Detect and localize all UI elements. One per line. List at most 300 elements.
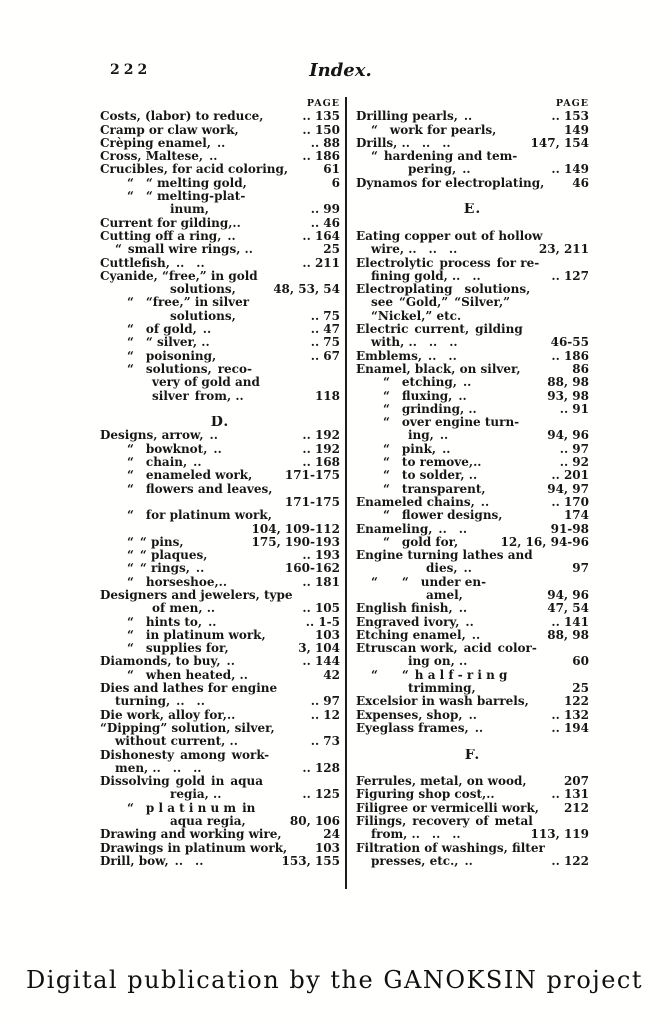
index-entry-page: 113, 119 <box>530 828 589 842</box>
index-entry <box>356 350 589 363</box>
index-entry <box>100 376 340 389</box>
index-entry-text: “ work for pearls, <box>371 123 497 137</box>
index-entry-text: see “Gold,” “Silver,” <box>371 296 511 310</box>
index-entry <box>100 589 340 602</box>
index-entry-text: “ “ silver, .. <box>127 336 210 350</box>
index-entry-text: Filtration of washings, filter <box>356 841 545 855</box>
index-entry-text: “ to remove,.. <box>383 456 482 470</box>
index-entry-text: “ chain, .. <box>127 456 202 470</box>
index-entry <box>100 150 340 163</box>
index-entry-text: Drills, .. .. .. <box>356 136 451 150</box>
index-entry <box>356 669 589 682</box>
index-entry <box>356 296 589 309</box>
index-entry <box>100 257 340 270</box>
index-entry-text: presses, etc., .. <box>371 854 473 868</box>
index-entry-text: “ supplies for, <box>127 642 229 656</box>
index-entry-text: “ transparent, <box>383 482 486 496</box>
index-entry-page: 147, 154 <box>530 136 589 150</box>
index-entry-page: .. 168 <box>302 456 340 470</box>
index-entry-text: Eyeglass frames, .. <box>356 721 484 735</box>
index-entry <box>356 137 589 150</box>
index-entry <box>356 456 589 469</box>
index-entry <box>100 177 340 190</box>
footer-text: Digital publication by the GANOKSIN project <box>25 966 643 994</box>
index-entry <box>100 336 340 349</box>
index-entry-text: ing, .. <box>408 429 449 443</box>
index-entry <box>356 815 589 828</box>
index-entry <box>356 788 589 801</box>
index-entry-text: English finish, .. <box>356 602 468 616</box>
index-entry <box>356 562 589 575</box>
index-entry-page: 118 <box>314 389 340 403</box>
index-entry <box>100 390 340 403</box>
index-entry <box>356 576 589 589</box>
index-entry <box>356 722 589 735</box>
index-entry-text: Enameled chains, .. <box>356 495 490 509</box>
blank-line <box>100 403 340 416</box>
index-entry-text: fining gold, .. .. <box>371 269 481 283</box>
index-entry <box>100 443 340 456</box>
index-entry <box>100 749 340 762</box>
index-entry-page: .. 194 <box>551 721 589 735</box>
index-entry <box>100 163 340 176</box>
index-entry <box>100 629 340 642</box>
index-entry-text: Crucibles, for acid coloring, <box>100 163 289 177</box>
index-entry <box>356 629 589 642</box>
index-entry-page: 160-162 <box>284 562 340 576</box>
index-entry-page: 46 <box>572 176 589 190</box>
index-entry-text: “ etching, .. <box>383 376 472 390</box>
page-title: Index. <box>309 60 372 81</box>
index-entry-page: 175, 190-193 <box>251 535 340 549</box>
index-entry-page: .. 1-5 <box>305 615 340 629</box>
index-entry-text: wire, .. .. .. <box>371 243 458 257</box>
index-entry-page: 153, 155 <box>281 854 340 868</box>
index-entry-page: .. 105 <box>302 602 340 616</box>
index-entry <box>100 137 340 150</box>
index-entry <box>356 469 589 482</box>
index-entry-text: Cuttlefish, .. .. <box>100 256 205 270</box>
index-entry-text: Drawings in platinum work, <box>100 841 288 855</box>
index-entry-page: .. 193 <box>302 549 340 563</box>
index-entry <box>100 709 340 722</box>
index-entry-text: “ bowknot, .. <box>127 442 222 456</box>
index-entry-text: Etching enamel, .. <box>356 628 481 642</box>
index-entry <box>356 416 589 429</box>
index-entry-text: turning, .. .. <box>115 695 205 709</box>
index-entry-page: 171-175 <box>284 469 340 483</box>
index-entry <box>100 802 340 815</box>
index-entry-text: “ enameled work, <box>127 469 253 483</box>
index-entry-text: Cyanide, “free,” in gold <box>100 269 258 283</box>
index-entry-text: Emblems, .. .. <box>356 349 457 363</box>
index-entry <box>100 815 340 828</box>
index-entry <box>100 682 340 695</box>
index-entry <box>100 310 340 323</box>
index-entry <box>356 855 589 868</box>
index-entry <box>100 296 340 309</box>
index-entry-page: 3, 104 <box>298 642 340 656</box>
index-entry <box>100 110 340 123</box>
index-entry-text: “ to solder, .. <box>383 469 478 483</box>
index-entry <box>356 523 589 536</box>
index-entry <box>100 616 340 629</box>
index-entry <box>100 429 340 442</box>
index-entry-text: Expenses, shop, .. <box>356 708 477 722</box>
index-entry <box>356 323 589 336</box>
index-entry <box>100 124 340 137</box>
index-entry-text: pering, .. <box>408 163 471 177</box>
index-entry <box>100 323 340 336</box>
index-entry <box>100 842 340 855</box>
index-entry <box>100 509 340 522</box>
index-entry <box>356 695 589 708</box>
index-entry <box>100 655 340 668</box>
index-entry-text: “ flower designs, <box>383 509 503 523</box>
index-entry-text: “ “free,” in silver <box>127 296 250 310</box>
index-left-column <box>100 97 340 889</box>
index-entry-text: “ over engine turn- <box>383 416 520 430</box>
index-entry-page: .. 135 <box>302 110 340 124</box>
blank-line <box>356 217 589 230</box>
index-entry-page: .. 97 <box>310 695 340 709</box>
index-entry-text: solutions, <box>170 309 236 323</box>
index-entry-page: 97 <box>572 562 589 576</box>
index-entry-text: men, .. .. .. <box>115 761 202 775</box>
index-entry-text: Filigree or vermicelli work, <box>356 801 539 815</box>
index-entry-text: of men, .. <box>152 602 216 616</box>
index-entry-text: Electric current, gilding <box>356 323 523 337</box>
index-entry-text: Electrolytic process for re- <box>356 256 540 270</box>
index-entry-page: 6 <box>331 176 340 190</box>
index-entry-text: without current, .. <box>115 735 238 749</box>
index-entry-text: Cramp or claw work, <box>100 123 239 137</box>
index-entry-text: dies, .. <box>426 562 472 576</box>
index-entry <box>356 257 589 270</box>
index-entry-text: “ solutions, reco- <box>127 362 252 376</box>
index-entry <box>356 124 589 137</box>
index-entry-page: 207 <box>563 775 589 789</box>
index-entry-text: Dies and lathes for engine <box>100 682 278 696</box>
index-entry-page: 86 <box>572 362 589 376</box>
index-entry-text: from, .. .. .. <box>371 828 461 842</box>
index-entry-page: .. 127 <box>551 269 589 283</box>
index-entry-page: 88, 98 <box>547 628 589 642</box>
index-entry-text: Dishonesty among work- <box>100 748 270 762</box>
index-entry-page: .. 186 <box>551 349 589 363</box>
index-entry <box>356 243 589 256</box>
index-entry-text: “ small wire rings, .. <box>115 243 253 257</box>
index-entry-text: “ in platinum work, <box>127 628 266 642</box>
index-entry-page: .. 201 <box>551 469 589 483</box>
index-entry <box>356 429 589 442</box>
index-entry <box>100 602 340 615</box>
index-entry <box>356 682 589 695</box>
index-entry-page: .. 170 <box>551 495 589 509</box>
index-entry-page: .. 181 <box>302 575 340 589</box>
index-entry-text: “Dipping” solution, silver, <box>100 721 275 735</box>
index-entry-text: “ “ pins, <box>127 535 184 549</box>
index-entry <box>100 788 340 801</box>
index-entry-page: 93, 98 <box>547 389 589 403</box>
index-entry <box>356 483 589 496</box>
index-entry-text: “ for platinum work, <box>127 509 272 523</box>
index-entry-page: 94, 96 <box>547 588 589 602</box>
index-entry-page: 23, 211 <box>538 243 589 257</box>
index-entry-text: silver from, .. <box>152 389 244 403</box>
index-entry-text: “ fluxing, .. <box>383 389 467 403</box>
index-entry-text: “ flowers and leaves, <box>127 482 273 496</box>
index-entry-page: 94, 97 <box>547 482 589 496</box>
index-entry-text: trimming, <box>408 682 476 696</box>
index-entry-text: Figuring shop cost,.. <box>356 788 495 802</box>
index-entry-page: 94, 96 <box>547 429 589 443</box>
index-entry-page: 46-55 <box>550 336 589 350</box>
index-entry-page: .. 125 <box>302 788 340 802</box>
index-entry-text: Engine turning lathes and <box>356 549 533 563</box>
index-entry-text: Current for gilding,.. <box>100 216 241 230</box>
index-entry-page: .. 128 <box>302 761 340 775</box>
index-entry-text: “ p l a t i n u m in <box>127 801 256 815</box>
index-entry <box>100 536 340 549</box>
index-entry-page: 88, 98 <box>547 376 589 390</box>
index-entry <box>100 855 340 868</box>
index-entry-text: “ horseshoe,.. <box>127 575 227 589</box>
index-entry <box>100 456 340 469</box>
index-entry <box>100 695 340 708</box>
index-entry-text: Engraved ivory, .. <box>356 615 474 629</box>
index-entry-text: Filings, recovery of metal <box>356 815 533 829</box>
index-entry <box>356 828 589 841</box>
index-entry-text: Designers and jewelers, type <box>100 588 293 602</box>
index-entry-text: Die work, alloy for,.. <box>100 708 236 722</box>
index-entry-page: .. 92 <box>559 456 589 470</box>
index-entry-page: .. 122 <box>551 854 589 868</box>
index-entry-text: Drawing and working wire, <box>100 828 282 842</box>
index-entry-page: 12, 16, 94-96 <box>500 535 589 549</box>
index-entry-text: “ “ melting gold, <box>127 176 247 190</box>
index-entry <box>100 762 340 775</box>
index-entry-page: .. 153 <box>551 110 589 124</box>
index-entry <box>356 642 589 655</box>
index-entry-text: Ferrules, metal, on wood, <box>356 775 527 789</box>
index-entry <box>100 669 340 682</box>
index-entry-page: .. 47 <box>310 323 340 337</box>
index-entry-page: 47, 54 <box>547 602 589 616</box>
index-entry-continuation: 171-175 <box>284 495 340 509</box>
index-entry-page: 149 <box>563 123 589 137</box>
index-entry <box>356 310 589 323</box>
index-entry <box>356 775 589 788</box>
index-entry-page: .. 12 <box>310 708 340 722</box>
index-entry-page: 80, 106 <box>289 815 340 829</box>
index-entry-text: “Nickel,” etc. <box>371 309 462 323</box>
index-entry-text: aqua regia, <box>170 815 246 829</box>
index-entry <box>100 722 340 735</box>
index-entry <box>356 443 589 456</box>
index-entry <box>100 576 340 589</box>
index-columns <box>100 97 590 889</box>
index-entry <box>356 536 589 549</box>
index-entry-text: Excelsior in wash barrels, <box>356 695 529 709</box>
index-entry <box>100 270 340 283</box>
index-entry-text: “ of gold, .. <box>127 323 212 337</box>
index-entry-text: “ “ plaques, <box>127 549 208 563</box>
index-entry-continuation: 104, 109-112 <box>251 522 340 536</box>
index-entry <box>356 616 589 629</box>
index-entry <box>356 403 589 416</box>
index-entry-page: 103 <box>314 628 340 642</box>
index-entry-page: .. 73 <box>310 735 340 749</box>
index-entry-page: 103 <box>314 841 340 855</box>
index-entry <box>356 283 589 296</box>
index-entry-text: “ “ rings, .. <box>127 562 205 576</box>
index-entry <box>100 230 340 243</box>
index-entry-page: .. 91 <box>559 402 589 416</box>
index-entry-page: .. 99 <box>310 203 340 217</box>
index-entry-text: Designs, arrow, .. <box>100 429 218 443</box>
index-entry-text: Cutting off a ring, .. <box>100 229 236 243</box>
blank-line <box>356 190 589 203</box>
index-entry-page: 61 <box>323 163 340 177</box>
index-entry <box>356 802 589 815</box>
index-entry-text: with, .. .. .. <box>371 336 458 350</box>
index-entry-page: .. 141 <box>551 615 589 629</box>
index-entry-text: “ poisoning, <box>127 349 217 363</box>
index-entry-page: .. 186 <box>302 150 340 164</box>
page-column-label: PAGE <box>306 98 340 109</box>
blank-line <box>356 735 589 748</box>
index-entry <box>100 828 340 841</box>
index-entry-text: Etruscan work, acid color- <box>356 642 537 656</box>
index-entry-text: “ pink, .. <box>383 442 451 456</box>
index-entry-page: 25 <box>323 243 340 257</box>
index-entry <box>100 217 340 230</box>
index-entry-text: Dynamos for electroplating, <box>356 176 545 190</box>
index-entry-page: .. 75 <box>310 309 340 323</box>
section-heading: E. <box>463 203 482 217</box>
index-entry <box>356 363 589 376</box>
index-entry-page: .. 131 <box>551 788 589 802</box>
index-entry <box>100 363 340 376</box>
index-entry <box>100 735 340 748</box>
index-entry <box>100 469 340 482</box>
index-entry-text: ing on, .. <box>408 655 468 669</box>
index-entry <box>100 350 340 363</box>
index-entry <box>356 842 589 855</box>
index-entry-text: “ gold for, <box>383 535 459 549</box>
index-entry-page: 174 <box>563 509 589 523</box>
index-entry-page: 42 <box>323 668 340 682</box>
index-entry <box>356 110 589 123</box>
index-entry-text: Eating copper out of hollow <box>356 229 543 243</box>
index-entry-page: 122 <box>563 695 589 709</box>
index-entry-text: Crèping enamel, .. <box>100 136 226 150</box>
index-entry-text: “ “ under en- <box>371 575 487 589</box>
index-entry <box>356 177 589 190</box>
index-entry <box>356 509 589 522</box>
index-entry-text: very of gold and <box>152 376 260 390</box>
index-entry <box>100 775 340 788</box>
index-entry <box>356 549 589 562</box>
index-entry-text: Drill, bow, .. .. <box>100 854 204 868</box>
index-entry <box>356 589 589 602</box>
index-entry <box>100 642 340 655</box>
index-entry-text: Cross, Maltese, .. <box>100 150 218 164</box>
index-entry-page: 60 <box>572 655 589 669</box>
index-entry <box>100 190 340 203</box>
index-entry-page: .. 132 <box>551 708 589 722</box>
index-entry-text: “ “ melting-plat- <box>127 190 246 204</box>
index-entry <box>100 203 340 216</box>
index-entry-page: .. 164 <box>302 229 340 243</box>
index-entry-page: 212 <box>563 801 589 815</box>
index-entry <box>356 376 589 389</box>
index-entry-text: “ when heated, .. <box>127 668 248 682</box>
index-entry-page: 48, 53, 54 <box>273 283 340 297</box>
index-entry-page: .. 192 <box>302 429 340 443</box>
index-entry <box>356 655 589 668</box>
index-entry-text: regia, .. <box>170 788 222 802</box>
index-entry <box>100 283 340 296</box>
index-entry-page: .. 150 <box>302 123 340 137</box>
section-heading: D. <box>210 416 230 430</box>
index-entry <box>356 602 589 615</box>
index-entry-text: “ hints to, .. <box>127 615 217 629</box>
index-entry-text: Drilling pearls, .. <box>356 110 473 124</box>
index-entry-page: 25 <box>572 682 589 696</box>
index-right-column <box>356 97 589 889</box>
index-entry-page: 24 <box>323 828 340 842</box>
index-entry-text: “ “ h a l f - r i n g <box>371 668 508 682</box>
index-entry-text: Enamel, black, on silver, <box>356 362 521 376</box>
index-entry-page: .. 67 <box>310 349 340 363</box>
index-entry-text: Enameling, .. .. <box>356 522 468 536</box>
index-entry-text: Diamonds, to buy, .. <box>100 655 235 669</box>
index-entry <box>356 163 589 176</box>
index-entry <box>356 336 589 349</box>
index-entry-text: “ hardening and tem- <box>371 150 518 164</box>
index-entry-text: amel, <box>426 588 463 602</box>
index-entry-text: inum, <box>170 203 209 217</box>
page-column-label: PAGE <box>555 98 589 109</box>
index-entry-page: 91-98 <box>550 522 589 536</box>
section-heading: F. <box>464 748 481 762</box>
index-entry <box>356 150 589 163</box>
blank-line <box>356 762 589 775</box>
index-entry-page: .. 46 <box>310 216 340 230</box>
index-entry-text: solutions, <box>170 283 236 297</box>
column-divider-rule <box>345 97 347 889</box>
index-entry-text: Dissolving gold in aqua <box>100 775 263 789</box>
index-entry <box>100 243 340 256</box>
index-entry-page: .. 211 <box>302 256 340 270</box>
index-entry <box>100 483 340 496</box>
index-entry-text: Costs, (labor) to reduce, <box>100 110 264 124</box>
index-entry <box>356 270 589 283</box>
index-entry <box>356 230 589 243</box>
page-number: 222 <box>110 62 152 78</box>
index-entry <box>100 549 340 562</box>
index-entry-page: .. 75 <box>310 336 340 350</box>
index-entry <box>356 390 589 403</box>
running-head <box>100 60 581 82</box>
index-entry-page: .. 192 <box>302 442 340 456</box>
index-entry-text: Electroplating solutions, <box>356 283 531 297</box>
index-entry <box>100 562 340 575</box>
index-entry-text: “ grinding, .. <box>383 402 477 416</box>
index-entry-page: .. 149 <box>551 163 589 177</box>
